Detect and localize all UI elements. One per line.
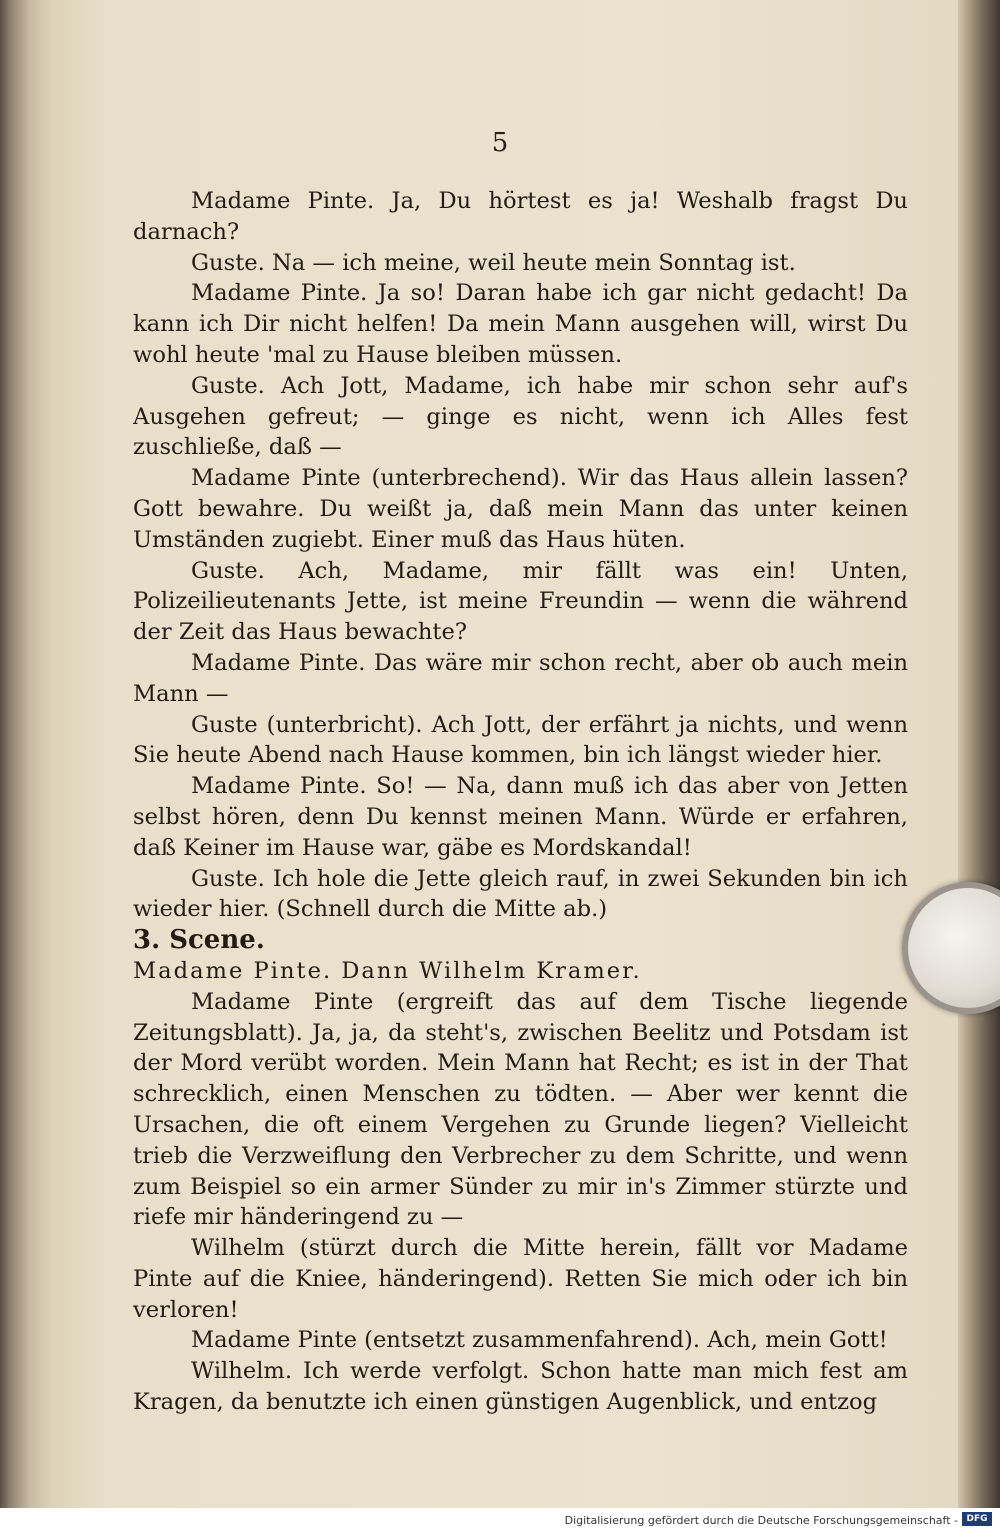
paragraph: Madame Pinte (unterbrechend). Wir das Haus allein lassen? Gott bewahre. Du weißt ja, daß mein Mann das unter keinen Umständen zugiebt. Einer muß das Haus hüten. [133,465,908,553]
paragraph: Guste. Ach, Madame, mir fällt was ein! Unten, Polizeilieutenants Jette, ist meine Freundin — wenn die während der Zeit das Haus bewachte? [133,557,908,646]
paragraph: Madame Pinte. Das wäre mir schon recht, aber ob auch mein Mann — [133,649,908,707]
paragraph: Madame Pinte (entsetzt zusammenfahrend). Ach, mein Gott! [191,1327,888,1354]
page-text [133,186,908,1418]
paragraph: Wilhelm (stürzt durch die Mitte herein, fällt vor Madame Pinte auf die Kniee, händeringend). Retten Sie mich oder ich bin verloren! [133,1235,908,1323]
dfg-logo: DFG [962,1512,992,1526]
paragraph: Madame Pinte. So! — Na, dann muß ich das aber von Jetten selbst hören, denn Du kennst meinen Mann. Würde er erfahren, daß Keiner im Hause war, gäbe es Mordskandal! [133,773,908,861]
paragraph: Guste. Ich hole die Jette gleich rauf, in zwei Sekunden bin ich wieder hier. (Schnell durch die Mitte ab.) [133,865,908,923]
footer-credit: Digitalisierung gefördert durch die Deutsche Forschungsgemeinschaft - [564,1514,958,1527]
paragraph: Madame Pinte (ergreift das auf dem Tische liegende Zeitungsblatt). Ja, ja, da steht's, zwischen Beelitz und Potsdam ist der Mord verübt worden. Mein Mann hat Recht; es ist in der That schrecklich, einen Menschen zu tödten. — Aber wer kennt die Ursachen, die oft einem Vergehen zu Grunde liegen? Vielleicht trieb die Verzweiflung den Verbrecher zu dem Schritte, und wenn zum Beispiel so ein armer Sünder zu mir in's Zimmer stürzte und riefe mir händeringend zu — [133,988,908,1231]
book-right-edge [958,0,1000,1508]
paragraph: Guste. Ach Jott, Madame, ich habe mir schon sehr auf's Ausgehen gefreut; — ginge es nicht, wenn ich Alles fest zuschließe, daß — [133,372,908,461]
cast-line: Madame Pinte. Dann Wilhelm Kramer. [133,957,642,984]
paragraph: Guste. Na — ich meine, weil heute mein Sonntag ist. [191,249,796,276]
scene-heading: 3. Scene. [133,925,265,956]
page-number: 5 [491,128,509,158]
paragraph: Wilhelm. Ich werde verfolgt. Schon hatte man mich fest am Kragen, da benutzte ich einen günstigen Augenblick, und entzog [133,1358,908,1416]
book-spine-edge [0,0,52,1508]
paragraph: Madame Pinte. Ja so! Daran habe ich gar nicht gedacht! Da kann ich Dir nicht helfen! Da mein Mann ausgehen will, wirst Du wohl heute 'mal zu Hause bleiben müssen. [133,280,908,368]
paragraph: Guste (unterbricht). Ach Jott, der erfährt ja nichts, und wenn Sie heute Abend nach Hause kommen, bin ich längst wieder hier. [133,711,908,769]
paragraph: Madame Pinte. Ja, Du hörtest es ja! Weshalb fragst Du darnach? [133,188,908,245]
